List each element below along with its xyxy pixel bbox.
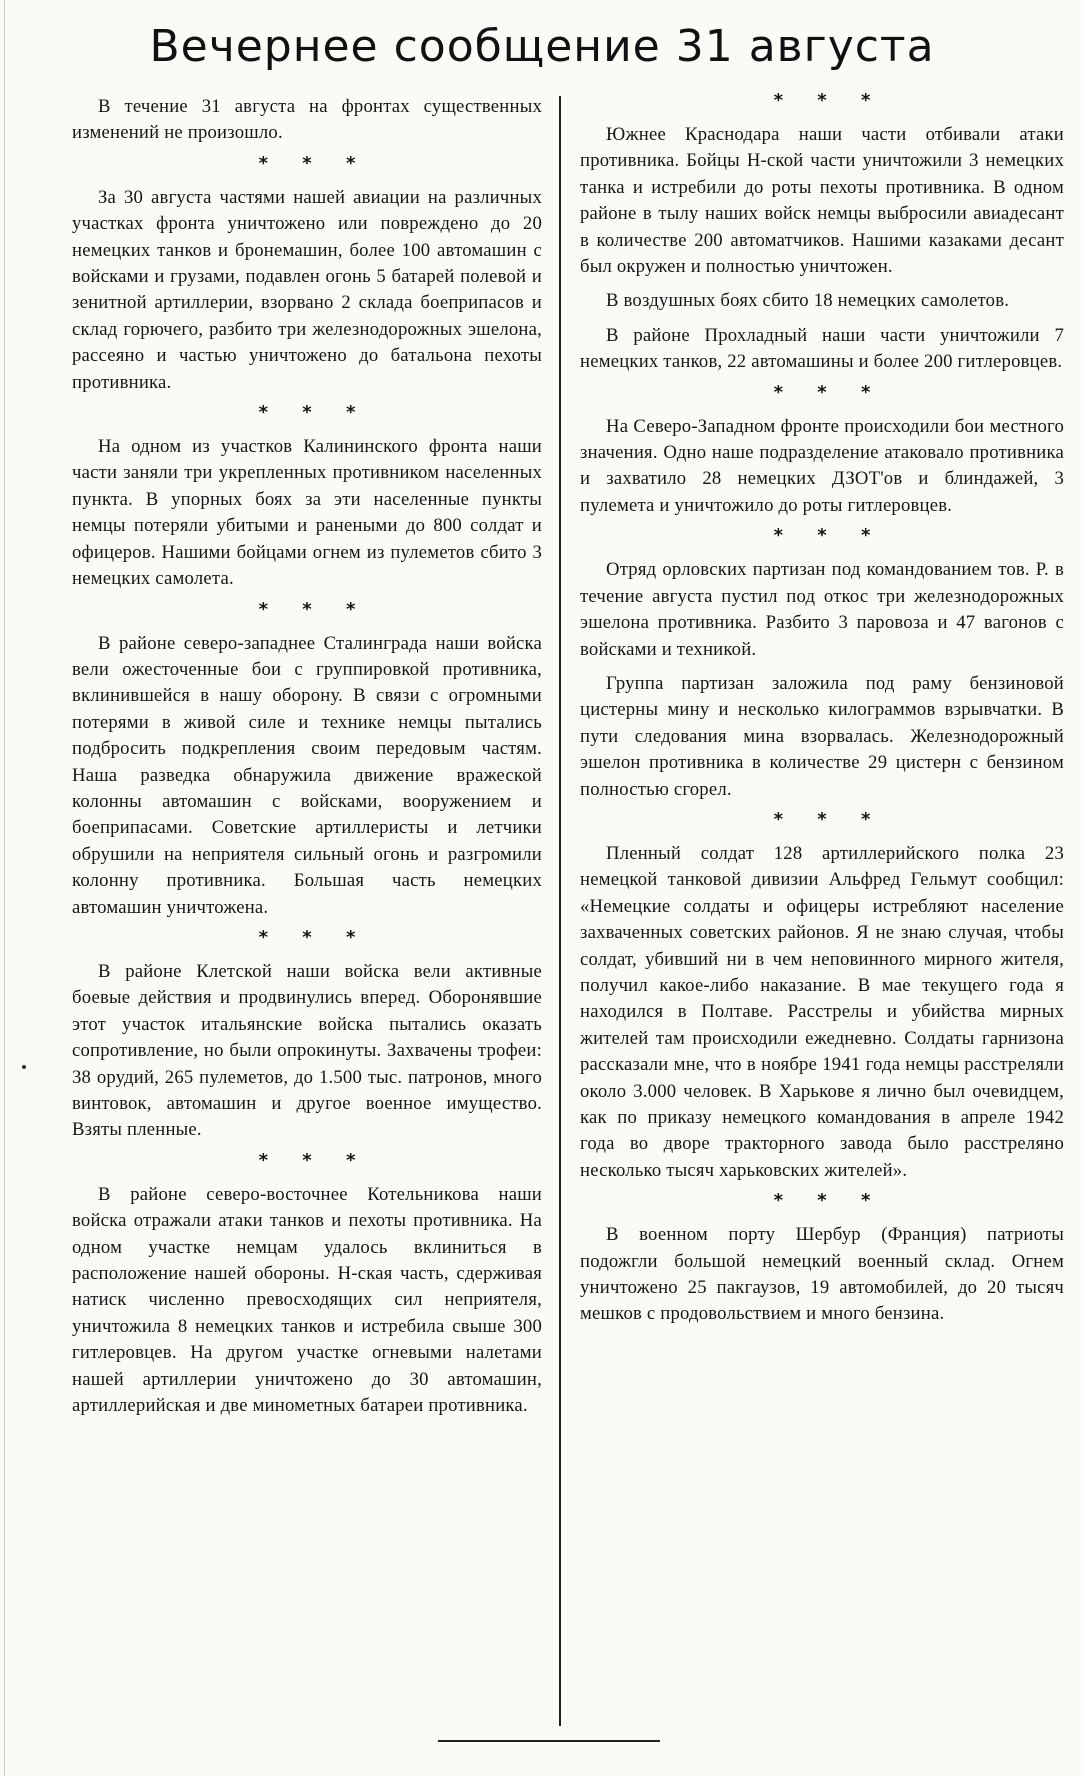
paragraph-gap [580,663,1064,671]
section-separator: * * * [258,152,370,174]
section-separator: * * * [773,1190,885,1212]
article-kotelnikovo: В районе северо-восточнее Котельникова наши войска отражали атаки танков и пехоты противника. На одном участке немцам удалось вклиниться в расположение нашей обороны. Н-ская часть, сдерживая натиск численно превосходящих сил неприятеля, уничтожила 8 немецких танков и истребила свыше 300 гитлеровцев. На другом участке огневыми налетами нашей артиллерии уничтожено до 30 автомашин, артиллерийская и две минометных батареи противника. [72,1183,542,1417]
section-separator: * * * [773,381,885,403]
article-prokhladny: В районе Прохладный наши части уничтожили 7 немецких танков, 22 автомашины и более 200 гитлеровцев. [580,324,1064,373]
column-divider [559,96,561,1726]
article-northwest-front: На Северо-Западном фронте происходили бои местного значения. Одно наше подразделение атаковало противника и захватило 28 немецких ДЗОТ'ов и блиндажей, 3 пулемета и уничтожило до роты гитлеровцев. [580,415,1064,516]
article-front-summary: В течение 31 августа на фронтах существенных изменений не произошло. [72,96,542,144]
article-krasnodar: Южнее Краснодара наши части отбивали атаки противника. Бойцы Н-ской части уничтожили 3 немецких танка и истребили до роты пехоты противника. В одном районе в тылу наших войск немцы выбросили авиадесант в количестве 200 автоматчиков. Нашими казаками десант был окружен и полностью уничтожен. [580,124,1064,278]
article-kletskaya: В районе Клетской наши войска вели активные боевые действия и продвинулись вперед. Оборонявшие этот участок итальянские войска пытались оказать сопротивление, но были опрокинуты. Захвачены трофеи: 38 орудий, 265 пулеметов, до 1.500 тыс. патронов, много винтовок, автомашин и другое военное имущество. Взяты пленные. [72,960,542,1141]
article-aviation: За 30 августа частями нашей авиации на различных участках фронта уничтожено или повреждено до 20 немецких танков и бронемашин, более 100 автомашин с войсками и грузами, подавлен огонь 5 батарей полевой и зенитной артиллерии, взорвано 2 склада боеприпасов и склад горючего, разбито три железнодорожных эшелона, рассеяно и частью уничтожено до батальона пехоты противника. [72,186,542,393]
section-separator: * * * [258,1149,370,1171]
headline: Вечернее сообщение 31 августа [149,21,935,72]
section-separator: * * * [773,525,885,547]
section-separator: * * * [773,90,885,111]
right-column [580,90,1064,1734]
section-separator: * * * [773,808,885,830]
article-cherbourg: В военном порту Шербур (Франция) патриоты подожгли большой немецкий военный склад. Огнем уничтожено 25 пакгаузов, 19 автомобилей, до 20 тысяч мешков с продовольствием и много бензина. [580,1224,1064,1325]
article-oryol-partisans: Отряд орловских партизан под командованием тов. Р. в течение августа пустил под откос три железнодорожных эшелона противника. Разбито 3 паровоза и 47 вагонов с войсками и техникой. [580,559,1064,660]
margin-dot [22,1065,26,1069]
article-kalinin-front: На одном из участков Калининского фронта наши части заняли три укрепленных противником населенных пункта. В упорных боях за эти населенные пункты немцы потеряли убитыми и ранеными до 800 солдат и офицеров. Нашими бойцами огнем из пулеметов сбито 3 немецких самолета. [72,436,542,590]
section-separator: * * * [258,598,370,620]
article-air-battles: В воздушных боях сбито 18 немецких самолетов. [606,290,1010,312]
paragraph-gap [580,315,1064,323]
article-prisoner-testimony: Пленный солдат 128 артиллерийского полка 23 немецкой танковой дивизии Альфред Гельмут сообщил: «Немецкие солдаты и офицеры истребляют население захваченных советских районов. Я не знаю случая, чтобы солдат, убивший ни в чем неповинного мирного жителя, получил какое-либо наказание. В мае текущего года я находился в Полтаве. Расстрелы и убийства мирных жителей там происходили ежедневно. Солдаты гарнизона рассказали мне, что в ноябре 1941 года немцы расстреляли около 3.000 человек. В Харькове я лично был очевидцем, как по приказу немецкого командования в апреле 1942 года во дворе тракторного завода было расстреляно несколько тысяч харьковских жителей». [580,842,1064,1181]
section-separator: * * * [258,926,370,948]
page-edge-line [4,0,5,1776]
section-separator: * * * [258,402,370,424]
bottom-rule [438,1740,660,1742]
article-stalingrad: В районе северо-западнее Сталинграда наши войска вели ожесточенные бои с группировкой противника, вклинившейся в нашу оборону. В связи с огромными потерями в живой силе и технике немцы пытались подбросить подкрепления своим передовым частям. Наша разведка обнаружила движение вражеской колонны автомашин с войсками, вооружением и боеприпасами. Советские артиллеристы и летчики обрушили на неприятеля сильный огонь и разгромили колонну противника. Большая часть немецких автомашин уничтожена. [72,632,542,918]
article-partisan-mine: Группа партизан заложила под раму бензиновой цистерны мину и несколько килограммов взрывчатки. В пути следования мина взорвалась. Железнодорожный эшелон противника в количестве 29 цистерн с бензином полностью сгорел. [580,672,1064,800]
paragraph-gap [580,280,1064,288]
left-column [72,94,542,1734]
